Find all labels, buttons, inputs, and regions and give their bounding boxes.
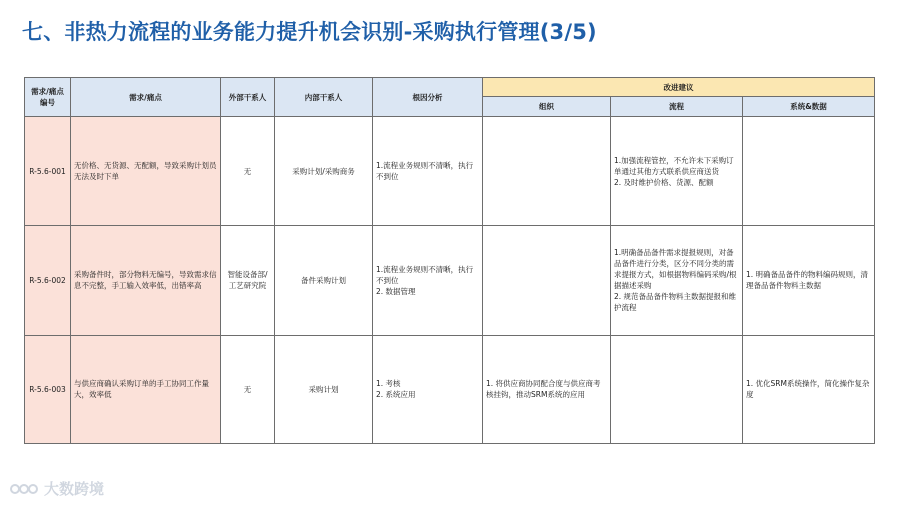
header-root-cause: 根因分析 <box>373 78 483 117</box>
cell-root-cause: 1. 考核 2. 系统应用 <box>373 335 483 443</box>
header-process: 流程 <box>611 97 743 117</box>
cell-org <box>483 117 611 226</box>
header-improvement: 改进建议 <box>483 78 875 97</box>
brand-logo-icon <box>8 479 40 499</box>
header-internal: 内部干系人 <box>275 78 373 117</box>
cell-external: 智能设备部/工艺研究院 <box>221 226 275 335</box>
cell-id: R-5.6-003 <box>25 335 71 443</box>
opportunity-table <box>24 77 875 444</box>
header-pain: 需求/痛点 <box>71 78 221 117</box>
cell-id: R-5.6-002 <box>25 226 71 335</box>
cell-internal: 采购计划/采购商务 <box>275 117 373 226</box>
cell-pain: 采购备件时，部分物料无编号，导致需求信息不完整，手工输入效率低，出错率高 <box>71 226 221 335</box>
cell-process: 1.加强流程管控，不允许未下采购订单通过其他方式联系供应商送货 2. 及时维护价格、货源、配额 <box>611 117 743 226</box>
cell-internal: 采购计划 <box>275 335 373 443</box>
brand-name: 大数跨境 <box>44 480 105 498</box>
cell-system <box>743 117 875 226</box>
cell-pain: 无价格、无货源、无配额，导致采购计划员无法及时下单 <box>71 117 221 226</box>
cell-internal: 备件采购计划 <box>275 226 373 335</box>
header-org: 组织 <box>483 97 611 117</box>
cell-pain: 与供应商确认采购订单的手工协同工作量大，效率低 <box>71 335 221 443</box>
cell-process <box>611 335 743 443</box>
cell-root-cause: 1.流程业务规则不清晰，执行不到位 <box>373 117 483 226</box>
cell-external: 无 <box>221 335 275 443</box>
cell-id: R-5.6-001 <box>25 117 71 226</box>
page-title: 七、非热力流程的业务能力提升机会识别-采购执行管理(3/5) <box>22 20 597 44</box>
brand-watermark <box>8 478 104 499</box>
table-row <box>25 335 875 443</box>
cell-org <box>483 226 611 335</box>
cell-system: 1. 优化SRM系统操作，简化操作复杂度 <box>743 335 875 443</box>
cell-system: 1. 明确备品备件的物料编码规则，清理备品备件物料主数据 <box>743 226 875 335</box>
cell-root-cause: 1.流程业务规则不清晰，执行不到位 2. 数据管理 <box>373 226 483 335</box>
cell-org: 1. 将供应商协同配合度与供应商考核挂钩，推动SRM系统的应用 <box>483 335 611 443</box>
cell-external: 无 <box>221 117 275 226</box>
table-row <box>25 226 875 335</box>
header-id: 需求/痛点编号 <box>25 78 71 117</box>
header-system: 系统&数据 <box>743 97 875 117</box>
cell-process: 1.明确备品备件需求提报规则，对备品备件进行分类，区分不同分类的需求提报方式，如根据物料编码采购/根据描述采购 2. 规范备品备件物料主数据提报和维护流程 <box>611 226 743 335</box>
table-row <box>25 117 875 226</box>
header-external: 外部干系人 <box>221 78 275 117</box>
